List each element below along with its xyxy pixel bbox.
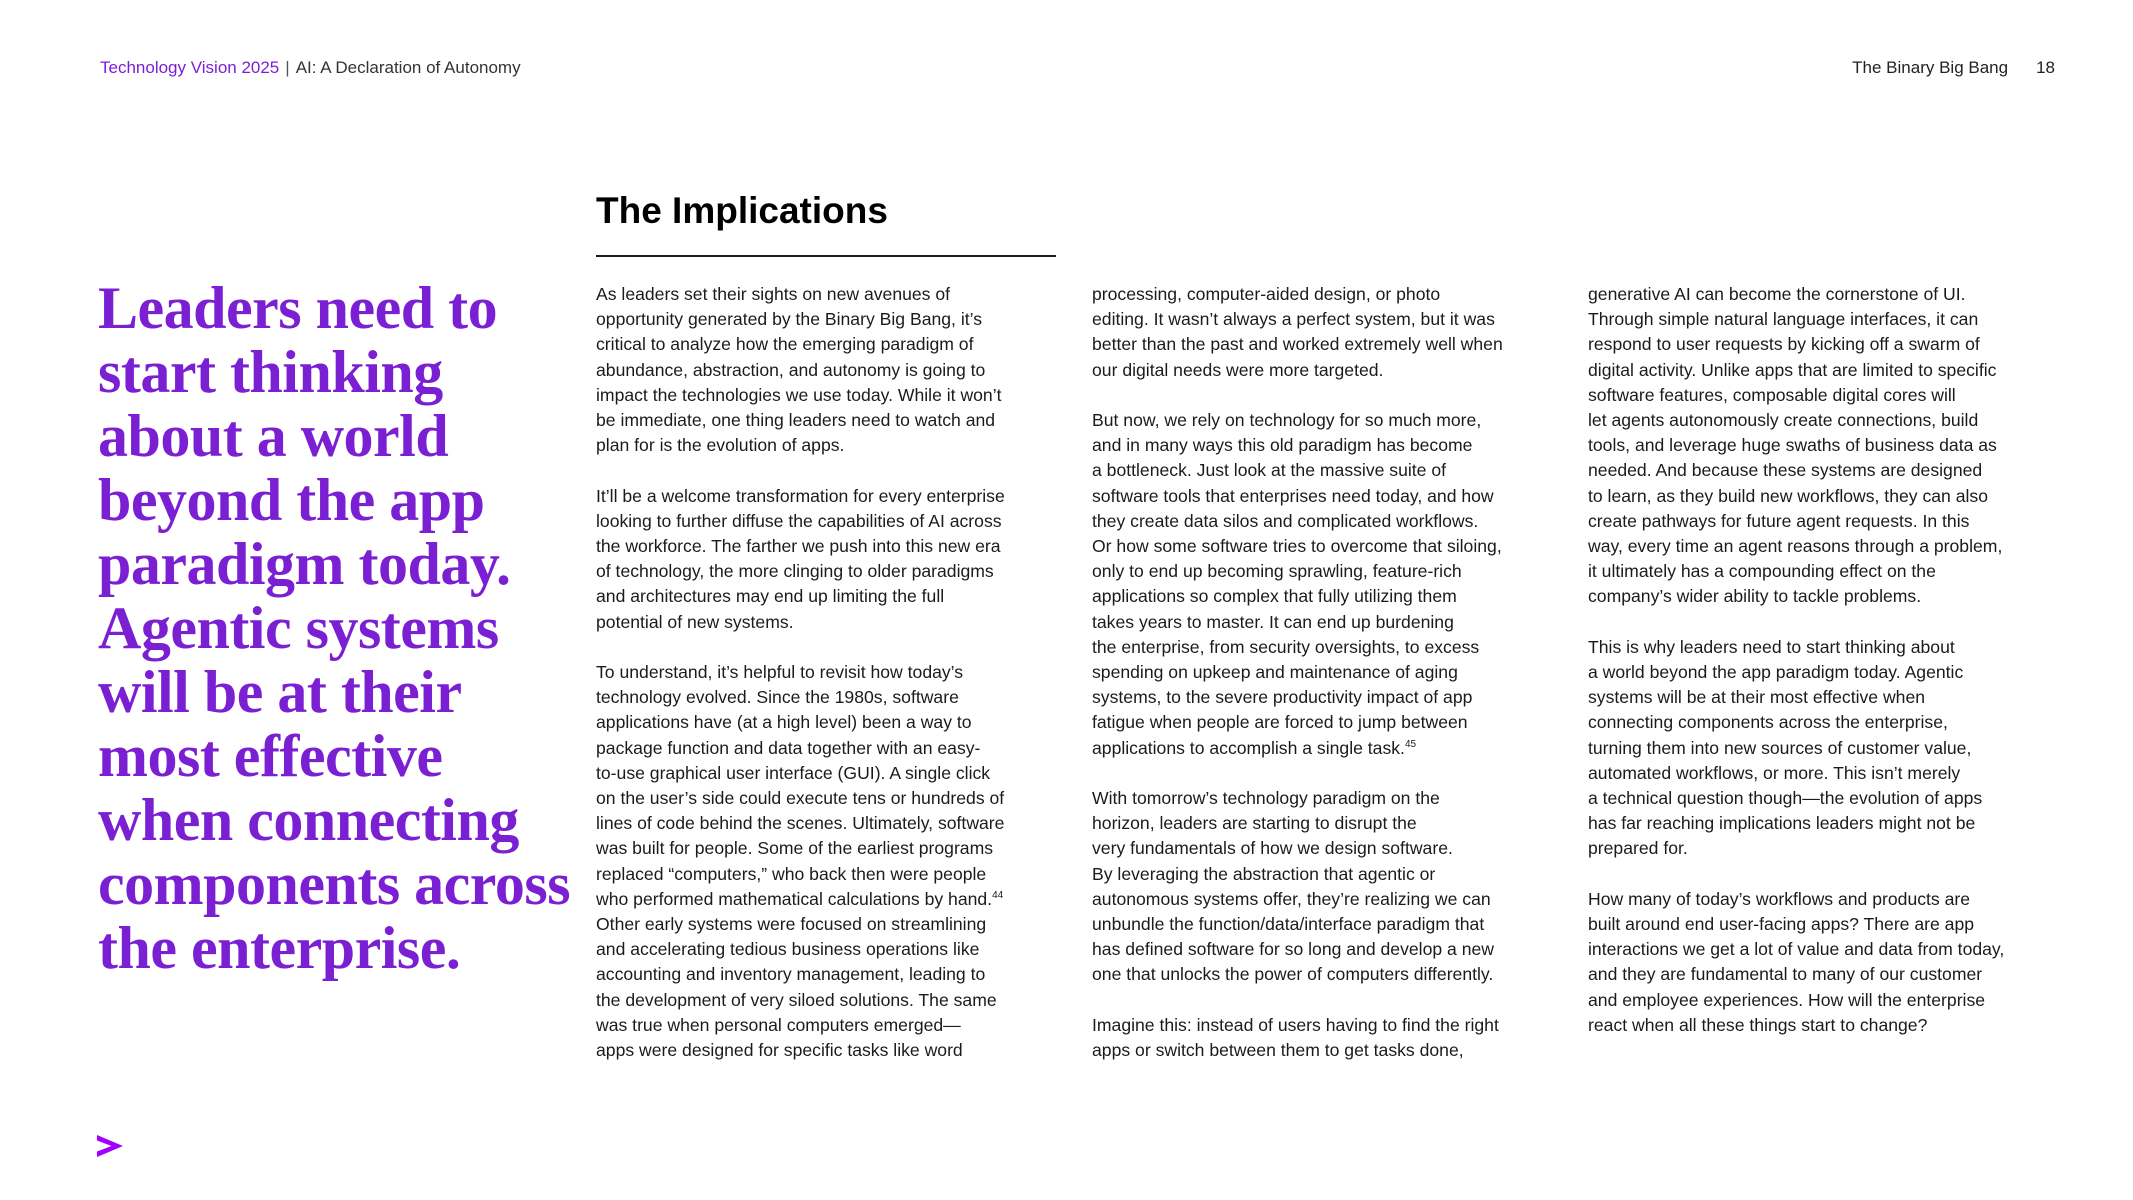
text-line: critical to analyze how the emerging paradigm of <box>596 334 974 355</box>
text-line: built around end user-facing apps? There are app <box>1588 914 1975 935</box>
text-line: has defined software for so long and develop a new <box>1092 939 1494 960</box>
paragraph <box>1092 1013 1562 1063</box>
text-line: connecting components across the enterprise, <box>1588 712 1948 733</box>
text-line: our digital needs were more targeted. <box>1092 359 1384 380</box>
text-line: the development of very siloed solutions. The same <box>596 989 997 1010</box>
text-line: create pathways for future agent requests. In this <box>1588 510 1970 531</box>
paragraph <box>1092 282 1562 383</box>
paragraph <box>1588 887 2058 1038</box>
body-column-1 <box>596 282 1066 1063</box>
text-line: looking to further diffuse the capabilities of AI across <box>596 510 1002 531</box>
text-line: digital activity. Unlike apps that are limited to specific <box>1588 359 1997 380</box>
body-column-3 <box>1588 282 2058 1038</box>
text-line: opportunity generated by the Binary Big Bang, it’s <box>596 309 983 330</box>
text-line: better than the past and worked extremely well when <box>1092 334 1503 355</box>
text-line: accounting and inventory management, leading to <box>596 964 986 985</box>
text-line: systems, to the severe productivity impact of app <box>1092 687 1473 708</box>
text-line: applications to accomplish a single task. <box>1092 737 1405 758</box>
text-line: lines of code behind the scenes. Ultimately, software <box>596 813 1005 834</box>
text-line: only to end up becoming sprawling, feature-rich <box>1092 561 1462 582</box>
paragraph <box>1588 282 2058 610</box>
paragraph <box>596 660 1066 1063</box>
footnote-marker[interactable]: 44 <box>992 889 1004 901</box>
text-line: Through simple natural language interfaces, it can <box>1588 309 1979 330</box>
paragraph <box>1588 635 2058 862</box>
text-line: automated workflows, or more. This isn’t merely <box>1588 762 1961 783</box>
text-line: generative AI can become the cornerstone of UI. <box>1588 284 1966 304</box>
text-line: It’ll be a welcome transformation for every enterprise <box>596 485 1005 506</box>
header-left <box>100 58 521 78</box>
text-line: horizon, leaders are starting to disrupt the <box>1092 813 1417 834</box>
text-line: was true when personal computers emerged— <box>596 1014 961 1035</box>
text-line: respond to user requests by kicking off a swarm of <box>1588 334 1980 355</box>
paragraph <box>1092 786 1562 988</box>
pull-quote-line: components across <box>98 851 571 917</box>
text-line: systems will be at their most effective when <box>1588 687 1926 708</box>
pull-quote-line: will be at their <box>98 659 462 725</box>
text-line: impact the technologies we use today. While it won’t <box>596 384 1002 405</box>
text-line: let agents autonomously create connections, build <box>1588 410 1979 431</box>
text-line: it ultimately has a compounding effect on the <box>1588 561 1936 582</box>
text-line: interactions we get a lot of value and data from today, <box>1588 939 2005 960</box>
text-line: and in many ways this old paradigm has become <box>1092 435 1473 456</box>
text-line: plan for is the evolution of apps. <box>596 435 845 456</box>
accenture-chevron-icon <box>94 1130 126 1162</box>
text-line: very fundamentals of how we design software. <box>1092 838 1453 859</box>
text-line: editing. It wasn’t always a perfect system, but it was <box>1092 309 1495 330</box>
pull-quote-line: paradigm today. <box>98 531 511 597</box>
text-line: and they are fundamental to many of our customer <box>1588 964 1983 985</box>
pull-quote-line: beyond the app <box>98 467 485 533</box>
section-divider <box>596 255 1056 257</box>
text-line: But now, we rely on technology for so much more, <box>1092 410 1482 430</box>
pull-quote-line: start thinking <box>98 339 443 405</box>
text-line: apps or switch between them to get tasks done, <box>1092 1040 1464 1061</box>
text-line: the enterprise, from security oversights, to excess <box>1092 636 1480 657</box>
text-line: was built for people. Some of the earliest programs <box>596 838 994 859</box>
report-brand: Technology Vision 2025 <box>100 58 280 77</box>
text-line: How many of today’s workflows and products are <box>1588 888 1971 909</box>
header-right <box>1852 58 2055 78</box>
footnote-marker[interactable]: 45 <box>1404 738 1417 750</box>
text-line: way, every time an agent reasons through a problem, <box>1588 536 2003 557</box>
text-line: tools, and leverage huge swaths of business data as <box>1588 435 1997 456</box>
text-line: software features, composable digital cores will <box>1588 384 1956 405</box>
text-line: abundance, abstraction, and autonomy is going to <box>596 359 986 380</box>
text-line: a world beyond the app paradigm today. Agentic <box>1588 662 1964 683</box>
text-line: of technology, the more clinging to older paradigms <box>596 561 994 582</box>
text-line: applications so complex that fully utilizing them <box>1092 586 1457 607</box>
text-line: software tools that enterprises need today, and how <box>1092 485 1494 506</box>
text-line: By leveraging the abstraction that agentic or <box>1092 863 1436 884</box>
text-line: technology evolved. Since the 1980s, software <box>596 687 959 708</box>
text-line: one that unlocks the power of computers differently. <box>1092 964 1494 985</box>
text-line: Other early systems were focused on streamlining <box>596 914 987 935</box>
text-line: who performed mathematical calculations by hand. <box>596 888 993 909</box>
text-line: a bottleneck. Just look at the massive suite of <box>1092 460 1447 481</box>
body-column-2 <box>1092 282 1562 1063</box>
text-line: apps were designed for specific tasks like word <box>596 1040 963 1061</box>
section-title: The Implications <box>596 190 888 231</box>
chapter-title: The Binary Big Bang <box>1852 58 2009 77</box>
text-line: to-use graphical user interface (GUI). A single click <box>596 762 991 783</box>
text-line: a technical question though—the evolution of apps <box>1588 788 1983 809</box>
text-line: needed. And because these systems are designed <box>1588 460 1983 481</box>
page-header <box>100 58 2055 82</box>
text-line: fatigue when people are forced to jump between <box>1092 712 1468 733</box>
text-line: on the user’s side could execute tens or hundreds of <box>596 788 1005 809</box>
text-line: prepared for. <box>1588 838 1688 859</box>
text-line: This is why leaders need to start thinking about <box>1588 636 1955 657</box>
text-line: and accelerating tedious business operations like <box>596 939 980 960</box>
pull-quote-line: the enterprise. <box>98 915 461 981</box>
document-title: AI: A Declaration of Autonomy <box>295 58 521 77</box>
text-line: takes years to master. It can end up burdening <box>1092 611 1454 632</box>
text-line: the workforce. The farther we push into this new era <box>596 536 1001 557</box>
text-line: replaced “computers,” who back then were people <box>596 863 987 884</box>
paragraph <box>596 282 1066 458</box>
pull-quote <box>98 276 578 980</box>
text-line: to learn, as they build new workflows, they can also <box>1588 485 1988 506</box>
pull-quote-line: Agentic systems <box>98 595 499 661</box>
text-line: As leaders set their sights on new avenues of <box>596 284 951 304</box>
text-line: To understand, it’s helpful to revisit how today’s <box>596 662 964 683</box>
text-line: company’s wider ability to tackle problems. <box>1588 586 1922 607</box>
pull-quote-line: most effective <box>98 723 443 789</box>
text-line: turning them into new sources of customer value, <box>1588 737 1972 758</box>
page-number: 18 <box>2036 58 2055 77</box>
text-line: Or how some software tries to overcome that siloing, <box>1092 536 1502 557</box>
text-line: be immediate, one thing leaders need to watch and <box>596 410 996 431</box>
text-line: react when all these things start to change? <box>1588 1014 1928 1035</box>
text-line: spending on upkeep and maintenance of aging <box>1092 662 1458 683</box>
text-line: and employee experiences. How will the enterprise <box>1588 989 1986 1010</box>
paragraph <box>1092 408 1562 761</box>
text-line: and architectures may end up limiting the full <box>596 586 945 607</box>
pull-quote-line: Leaders need to <box>98 275 498 341</box>
paragraph <box>596 484 1066 635</box>
text-line: autonomous systems offer, they’re realizing we can <box>1092 888 1491 909</box>
text-line: they create data silos and complicated workflows. <box>1092 510 1479 531</box>
text-line: unbundle the function/data/interface paradigm that <box>1092 914 1485 935</box>
text-line: has far reaching implications leaders might not be <box>1588 813 1976 834</box>
pull-quote-line: about a world <box>98 403 449 469</box>
pull-quote-line: when connecting <box>98 787 519 853</box>
header-separator: | <box>285 58 290 77</box>
text-line: potential of new systems. <box>596 611 794 632</box>
text-line: applications have (at a high level) been a way to <box>596 712 972 733</box>
text-line: processing, computer-aided design, or photo <box>1092 284 1441 304</box>
text-line: With tomorrow’s technology paradigm on the <box>1092 788 1440 809</box>
text-line: package function and data together with an easy- <box>596 737 981 758</box>
text-line: Imagine this: instead of users having to find the right <box>1092 1014 1499 1035</box>
